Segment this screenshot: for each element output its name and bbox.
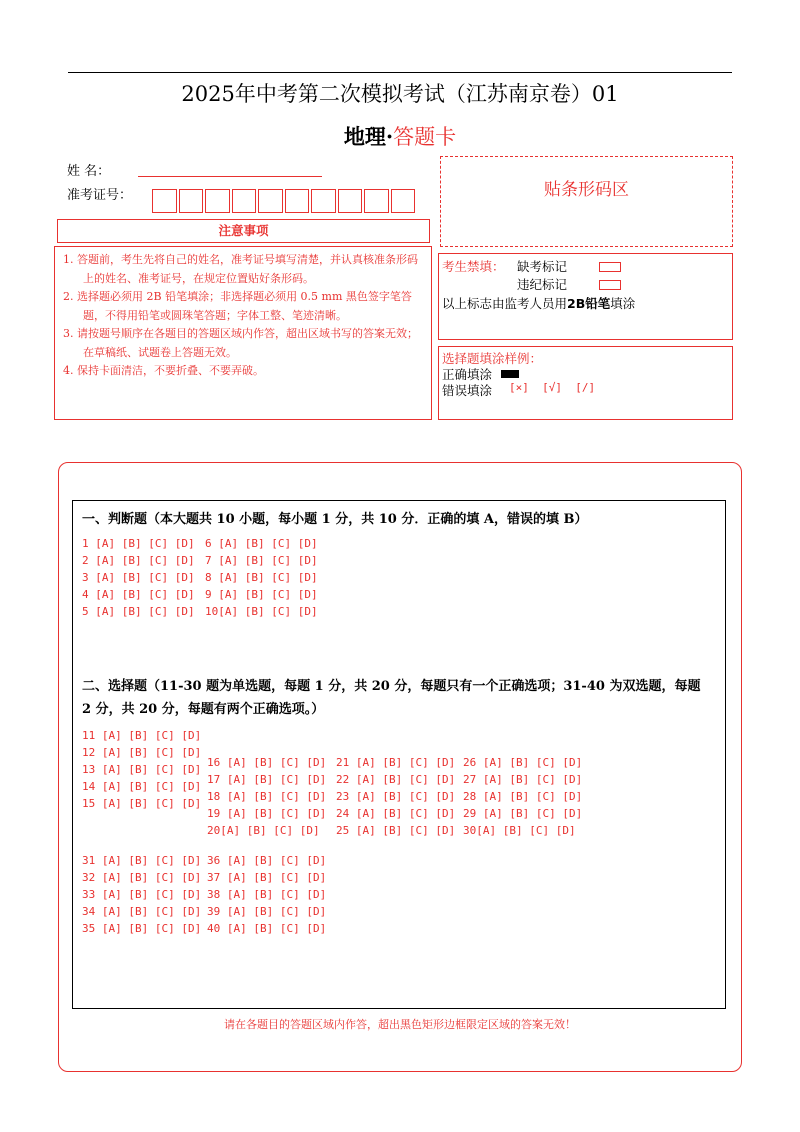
question-row[interactable]: 26 [A] [B] [C] [D] xyxy=(463,756,583,769)
question-row[interactable]: 29 [A] [B] [C] [D] xyxy=(463,807,583,820)
wrong-fill-label: 错误填涂 xyxy=(442,383,493,398)
question-row[interactable]: 10[A] [B] [C] [D] xyxy=(205,605,318,618)
id-digit-box[interactable] xyxy=(179,189,204,213)
question-row[interactable]: 14 [A] [B] [C] [D] xyxy=(82,780,202,793)
question-row[interactable]: 16 [A] [B] [C] [D] xyxy=(207,756,327,769)
violation-mark[interactable] xyxy=(599,276,621,291)
question-row[interactable]: 1 [A] [B] [C] [D] xyxy=(82,537,195,550)
question-row[interactable]: 25 [A] [B] [C] [D] xyxy=(336,824,456,837)
question-row[interactable]: 5 [A] [B] [C] [D] xyxy=(82,605,195,618)
fill-example-box xyxy=(438,346,733,420)
question-row[interactable]: 13 [A] [B] [C] [D] xyxy=(82,763,202,776)
question-row[interactable]: 8 [A] [B] [C] [D] xyxy=(205,571,318,584)
top-rule xyxy=(68,72,732,73)
id-digit-box[interactable] xyxy=(232,189,257,213)
page-title: 2025年中考第二次模拟考试（江苏南京卷）01 xyxy=(181,82,619,106)
question-row[interactable]: 4 [A] [B] [C] [D] xyxy=(82,588,195,601)
notice-item: 3. 请按题号顺序在各题目的答题区域内作答，超出区域书写的答案无效；在草稿纸、试题卷上答题无效。 xyxy=(63,327,418,359)
question-row[interactable]: 21 [A] [B] [C] [D] xyxy=(336,756,456,769)
question-row[interactable]: 6 [A] [B] [C] [D] xyxy=(205,537,318,550)
question-row[interactable]: 17 [A] [B] [C] [D] xyxy=(207,773,327,786)
id-digit-box[interactable] xyxy=(391,189,416,213)
question-row[interactable]: 22 [A] [B] [C] [D] xyxy=(336,773,456,786)
question-row[interactable]: 31 [A] [B] [C] [D] xyxy=(82,854,202,867)
section1-col2 xyxy=(205,535,318,620)
question-row[interactable]: 2 [A] [B] [C] [D] xyxy=(82,554,195,567)
subject-label: 地理· xyxy=(343,124,394,149)
question-row[interactable]: 40 [A] [B] [C] [D] xyxy=(207,922,327,935)
fill-example-heading: 选择题填涂样例： xyxy=(442,351,543,366)
section2-col3 xyxy=(336,754,455,839)
section2-col1 xyxy=(82,727,201,812)
question-row[interactable]: 36 [A] [B] [C] [D] xyxy=(207,854,327,867)
question-row[interactable]: 11 [A] [B] [C] [D] xyxy=(82,729,202,742)
exam-marks-label: 考生禁填： xyxy=(442,259,505,274)
section1-col1 xyxy=(82,535,195,620)
page-subtitle xyxy=(0,121,800,151)
question-row[interactable]: 38 [A] [B] [C] [D] xyxy=(207,888,327,901)
question-row[interactable]: 37 [A] [B] [C] [D] xyxy=(207,871,327,884)
absent-mark[interactable] xyxy=(599,258,621,273)
question-row[interactable]: 18 [A] [B] [C] [D] xyxy=(207,790,327,803)
section2-col5 xyxy=(82,852,201,937)
exam-marks-box xyxy=(438,253,733,340)
exam-marks-note: 以上标志由监考人员用2B铅笔填涂 xyxy=(442,296,636,311)
footer-warning: 请在各题目的答题区域内作答，超出黑色矩形边框限定区域的答案无效！ xyxy=(224,1018,576,1031)
section2-col4 xyxy=(463,754,582,839)
id-number-boxes[interactable] xyxy=(152,189,417,213)
id-digit-box[interactable] xyxy=(152,189,177,213)
question-row[interactable]: 30[A] [B] [C] [D] xyxy=(463,824,576,837)
wrong-fill-samples: [×] [√] [/] xyxy=(509,381,596,394)
notice-item: 1. 答题前，考生先将自己的姓名，准考证号填写清楚，并认真核准条形码上的姓名、准考证号，在规定位置贴好条形码。 xyxy=(63,253,418,285)
id-digit-box[interactable] xyxy=(205,189,230,213)
question-row[interactable]: 20[A] [B] [C] [D] xyxy=(207,824,320,837)
notice-item: 2. 选择题必须用 2B 铅笔填涂；非选择题必须用 0.5 mm 黑色签字笔答题，不得用铅笔或圆珠笔答题；字体工整、笔迹清晰。 xyxy=(63,290,412,322)
question-row[interactable]: 15 [A] [B] [C] [D] xyxy=(82,797,202,810)
question-row[interactable]: 7 [A] [B] [C] [D] xyxy=(205,554,318,567)
id-digit-box[interactable] xyxy=(285,189,310,213)
name-field[interactable] xyxy=(138,176,322,177)
id-digit-box[interactable] xyxy=(258,189,283,213)
correct-fill-sample xyxy=(501,365,519,380)
id-digit-box[interactable] xyxy=(338,189,363,213)
question-row[interactable]: 3 [A] [B] [C] [D] xyxy=(82,571,195,584)
question-row[interactable]: 33 [A] [B] [C] [D] xyxy=(82,888,202,901)
section2-title-line2: 2 分，共 20 分，每题有两个正确选项。） xyxy=(82,702,325,717)
notice-box xyxy=(54,246,432,420)
question-row[interactable]: 35 [A] [B] [C] [D] xyxy=(82,922,202,935)
section2-col6 xyxy=(207,852,326,937)
notice-item: 4. 保持卡面清洁，不要折叠、不要弄破。 xyxy=(63,364,264,377)
section1-title: 一、判断题（本大题共 10 小题，每小题 1 分，共 10 分．正确的填 A，错误的填 B） xyxy=(82,512,588,527)
section2-title-line1: 二、选择题（11-30 题为单选题，每题 1 分，共 20 分，每题只有一个正确选项；31-40 为双选题，每题 xyxy=(82,679,701,694)
name-label: 姓 名： xyxy=(67,164,111,179)
violation-label: 违纪标记 xyxy=(517,277,568,292)
question-row[interactable]: 24 [A] [B] [C] [D] xyxy=(336,807,456,820)
card-label: 答题卡 xyxy=(393,125,457,149)
question-row[interactable]: 19 [A] [B] [C] [D] xyxy=(207,807,327,820)
question-row[interactable]: 27 [A] [B] [C] [D] xyxy=(463,773,583,786)
question-row[interactable]: 12 [A] [B] [C] [D] xyxy=(82,746,202,759)
id-digit-box[interactable] xyxy=(364,189,389,213)
question-row[interactable]: 32 [A] [B] [C] [D] xyxy=(82,871,202,884)
question-row[interactable]: 9 [A] [B] [C] [D] xyxy=(205,588,318,601)
section2-col2 xyxy=(207,754,326,839)
question-row[interactable]: 34 [A] [B] [C] [D] xyxy=(82,905,202,918)
question-row[interactable]: 23 [A] [B] [C] [D] xyxy=(336,790,456,803)
notice-heading: 注意事项 xyxy=(57,219,430,243)
id-digit-box[interactable] xyxy=(311,189,336,213)
question-row[interactable]: 28 [A] [B] [C] [D] xyxy=(463,790,583,803)
barcode-area xyxy=(440,156,733,247)
question-row[interactable]: 39 [A] [B] [C] [D] xyxy=(207,905,327,918)
id-label: 准考证号： xyxy=(67,188,133,203)
correct-fill-label: 正确填涂 xyxy=(442,367,493,382)
absent-label: 缺考标记 xyxy=(517,259,568,274)
barcode-area-label: 贴条形码区 xyxy=(544,180,629,200)
